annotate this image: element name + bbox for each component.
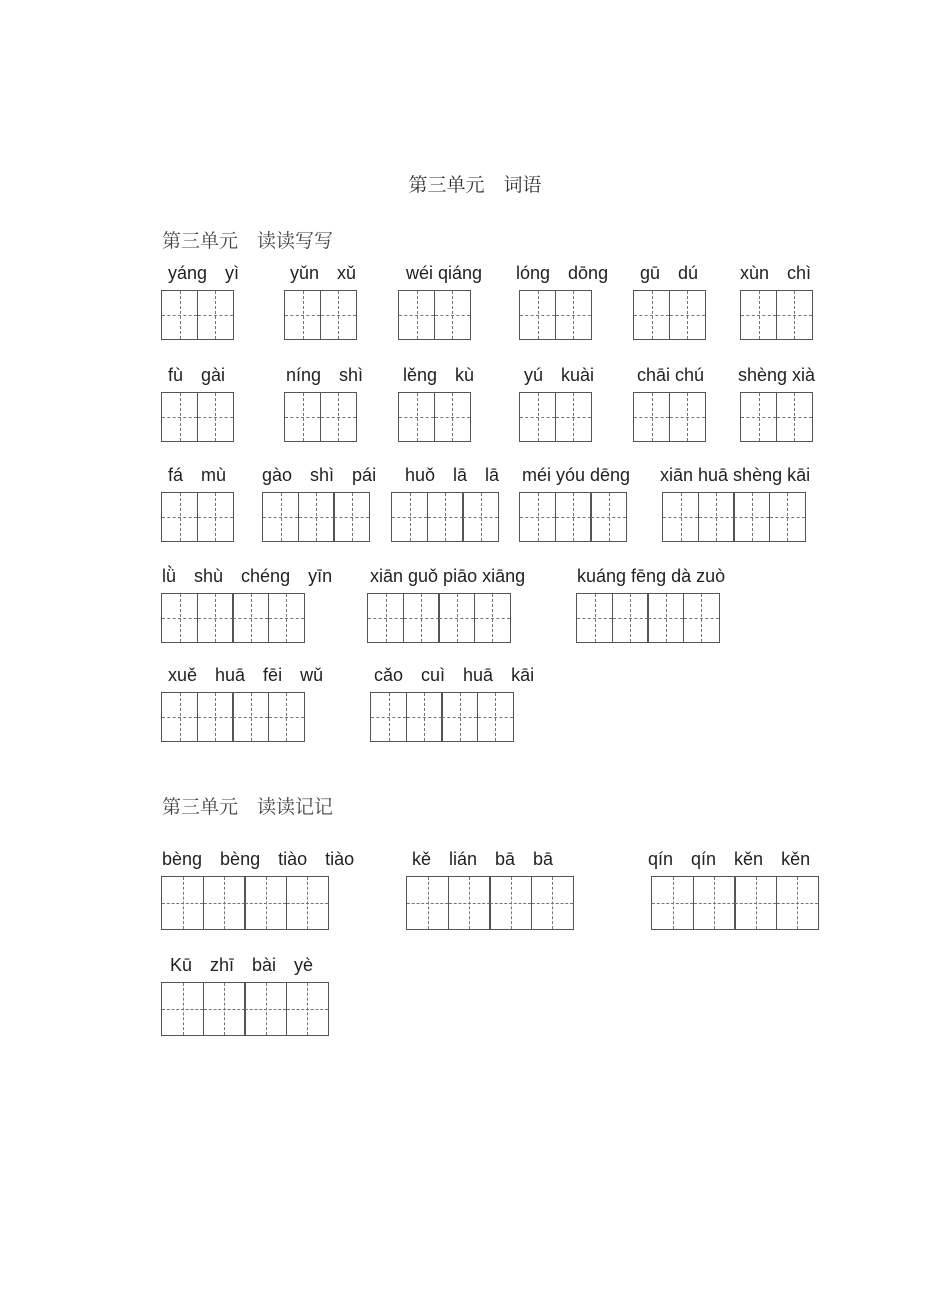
- writing-cell[interactable]: [683, 593, 720, 643]
- page-title: 第三单元 词语: [408, 175, 542, 196]
- writing-cell[interactable]: [438, 593, 475, 643]
- writing-cell[interactable]: [161, 290, 198, 340]
- writing-cell[interactable]: [320, 290, 357, 340]
- writing-cell[interactable]: [441, 692, 478, 742]
- writing-cell[interactable]: [268, 593, 305, 643]
- pinyin-label: kuáng fēng dà zuò: [577, 566, 726, 586]
- writing-cell[interactable]: [555, 492, 592, 542]
- writing-cell[interactable]: [462, 492, 499, 542]
- writing-cell[interactable]: [740, 392, 777, 442]
- writing-cell[interactable]: [406, 692, 443, 742]
- writing-cell[interactable]: [448, 876, 491, 930]
- writing-cell[interactable]: [662, 492, 699, 542]
- writing-cell[interactable]: [197, 392, 234, 442]
- pinyin-label: gào shì pái: [262, 465, 377, 485]
- pinyin-label: níng shì: [286, 365, 364, 385]
- writing-cell[interactable]: [232, 692, 269, 742]
- pinyin-label: lóng dōng: [516, 263, 609, 283]
- writing-cell[interactable]: [286, 876, 329, 930]
- writing-cell[interactable]: [633, 290, 670, 340]
- writing-cell[interactable]: [197, 593, 234, 643]
- writing-cell[interactable]: [268, 692, 305, 742]
- writing-cell[interactable]: [244, 982, 287, 1036]
- writing-grid: [161, 692, 303, 742]
- writing-grid: [161, 982, 327, 1036]
- writing-grid: [161, 593, 303, 643]
- writing-cell[interactable]: [733, 492, 770, 542]
- writing-grid: [391, 492, 498, 542]
- pinyin-label: xuě huā fēi wǔ: [168, 665, 324, 685]
- writing-cell[interactable]: [698, 492, 735, 542]
- writing-cell[interactable]: [298, 492, 335, 542]
- writing-cell[interactable]: [555, 290, 592, 340]
- writing-grid: [262, 492, 369, 542]
- writing-grid: [161, 876, 327, 930]
- writing-cell[interactable]: [474, 593, 511, 643]
- writing-grid: [284, 392, 355, 442]
- writing-cell[interactable]: [693, 876, 736, 930]
- writing-cell[interactable]: [197, 692, 234, 742]
- writing-cell[interactable]: [669, 290, 706, 340]
- writing-cell[interactable]: [555, 392, 592, 442]
- writing-grid: [161, 290, 232, 340]
- writing-cell[interactable]: [576, 593, 613, 643]
- writing-grid: [519, 392, 590, 442]
- writing-cell[interactable]: [434, 392, 471, 442]
- writing-cell[interactable]: [333, 492, 370, 542]
- writing-cell[interactable]: [203, 982, 246, 1036]
- writing-cell[interactable]: [734, 876, 777, 930]
- section-heading-read-remember: 第三单元 读读记记: [162, 797, 334, 818]
- section-heading-read-write: 第三单元 读读写写: [162, 231, 334, 252]
- writing-cell[interactable]: [519, 392, 556, 442]
- pinyin-label: wéi qiáng: [406, 263, 483, 283]
- writing-grid: [740, 290, 811, 340]
- pinyin-label: cǎo cuì huā kāi: [374, 665, 535, 685]
- writing-grid: [161, 492, 232, 542]
- writing-cell[interactable]: [398, 290, 435, 340]
- writing-cell[interactable]: [161, 982, 204, 1036]
- pinyin-label: bèng bèng tiào tiào: [162, 849, 355, 869]
- pinyin-label: gū dú: [640, 263, 699, 283]
- writing-grid: [284, 290, 355, 340]
- writing-cell[interactable]: [776, 392, 813, 442]
- writing-cell[interactable]: [489, 876, 532, 930]
- writing-cell[interactable]: [262, 492, 299, 542]
- pinyin-label: xiān guǒ piāo xiāng: [370, 566, 526, 586]
- writing-grid: [633, 392, 704, 442]
- writing-cell[interactable]: [367, 593, 404, 643]
- pinyin-label: chāi chú: [637, 365, 705, 385]
- pinyin-label: kě lián bā bā: [412, 849, 554, 869]
- pinyin-label: xiān huā shèng kāi: [660, 465, 811, 485]
- writing-cell[interactable]: [284, 290, 321, 340]
- pinyin-label: Kū zhī bài yè: [170, 955, 314, 975]
- writing-cell[interactable]: [647, 593, 684, 643]
- writing-cell[interactable]: [244, 876, 287, 930]
- writing-cell[interactable]: [519, 290, 556, 340]
- writing-cell[interactable]: [161, 593, 198, 643]
- pinyin-label: méi yóu dēng: [522, 465, 631, 485]
- writing-cell[interactable]: [776, 290, 813, 340]
- writing-grid: [662, 492, 804, 542]
- writing-cell[interactable]: [203, 876, 246, 930]
- writing-grid: [398, 392, 469, 442]
- writing-cell[interactable]: [284, 392, 321, 442]
- writing-grid: [633, 290, 704, 340]
- writing-cell[interactable]: [531, 876, 574, 930]
- writing-grid: [519, 492, 626, 542]
- writing-grid: [161, 392, 232, 442]
- pinyin-label: yáng yì: [168, 263, 240, 283]
- writing-cell[interactable]: [434, 290, 471, 340]
- writing-cell[interactable]: [403, 593, 440, 643]
- writing-cell[interactable]: [286, 982, 329, 1036]
- writing-cell[interactable]: [197, 492, 234, 542]
- pinyin-label: yǔn xǔ: [290, 263, 357, 283]
- pinyin-label: yú kuài: [524, 365, 595, 385]
- writing-cell[interactable]: [740, 290, 777, 340]
- writing-cell[interactable]: [406, 876, 449, 930]
- writing-cell[interactable]: [776, 876, 819, 930]
- writing-cell[interactable]: [633, 392, 670, 442]
- writing-grid: [398, 290, 469, 340]
- writing-cell[interactable]: [669, 392, 706, 442]
- writing-grid: [519, 290, 590, 340]
- pinyin-label: lǜ shù chéng yīn: [162, 566, 333, 586]
- writing-cell[interactable]: [320, 392, 357, 442]
- writing-grid: [370, 692, 512, 742]
- writing-cell[interactable]: [427, 492, 464, 542]
- writing-cell[interactable]: [519, 492, 556, 542]
- pinyin-label: fá mù: [168, 465, 227, 485]
- writing-grid: [651, 876, 817, 930]
- writing-cell[interactable]: [651, 876, 694, 930]
- pinyin-label: shèng xià: [738, 365, 816, 385]
- writing-cell[interactable]: [612, 593, 649, 643]
- writing-cell[interactable]: [391, 492, 428, 542]
- writing-cell[interactable]: [370, 692, 407, 742]
- pinyin-label: qín qín kěn kěn: [648, 849, 811, 869]
- writing-cell[interactable]: [161, 692, 198, 742]
- writing-cell[interactable]: [398, 392, 435, 442]
- writing-cell[interactable]: [477, 692, 514, 742]
- writing-grid: [740, 392, 811, 442]
- writing-grid: [367, 593, 509, 643]
- writing-cell[interactable]: [161, 492, 198, 542]
- writing-grid: [406, 876, 572, 930]
- writing-cell[interactable]: [161, 876, 204, 930]
- writing-cell[interactable]: [232, 593, 269, 643]
- writing-grid: [576, 593, 718, 643]
- pinyin-label: xùn chì: [740, 263, 812, 283]
- writing-cell[interactable]: [590, 492, 627, 542]
- writing-cell[interactable]: [161, 392, 198, 442]
- pinyin-label: lěng kù: [403, 365, 475, 385]
- writing-cell[interactable]: [197, 290, 234, 340]
- writing-cell[interactable]: [769, 492, 806, 542]
- pinyin-label: fù gài: [168, 365, 226, 385]
- pinyin-label: huǒ lā lā: [405, 465, 500, 485]
